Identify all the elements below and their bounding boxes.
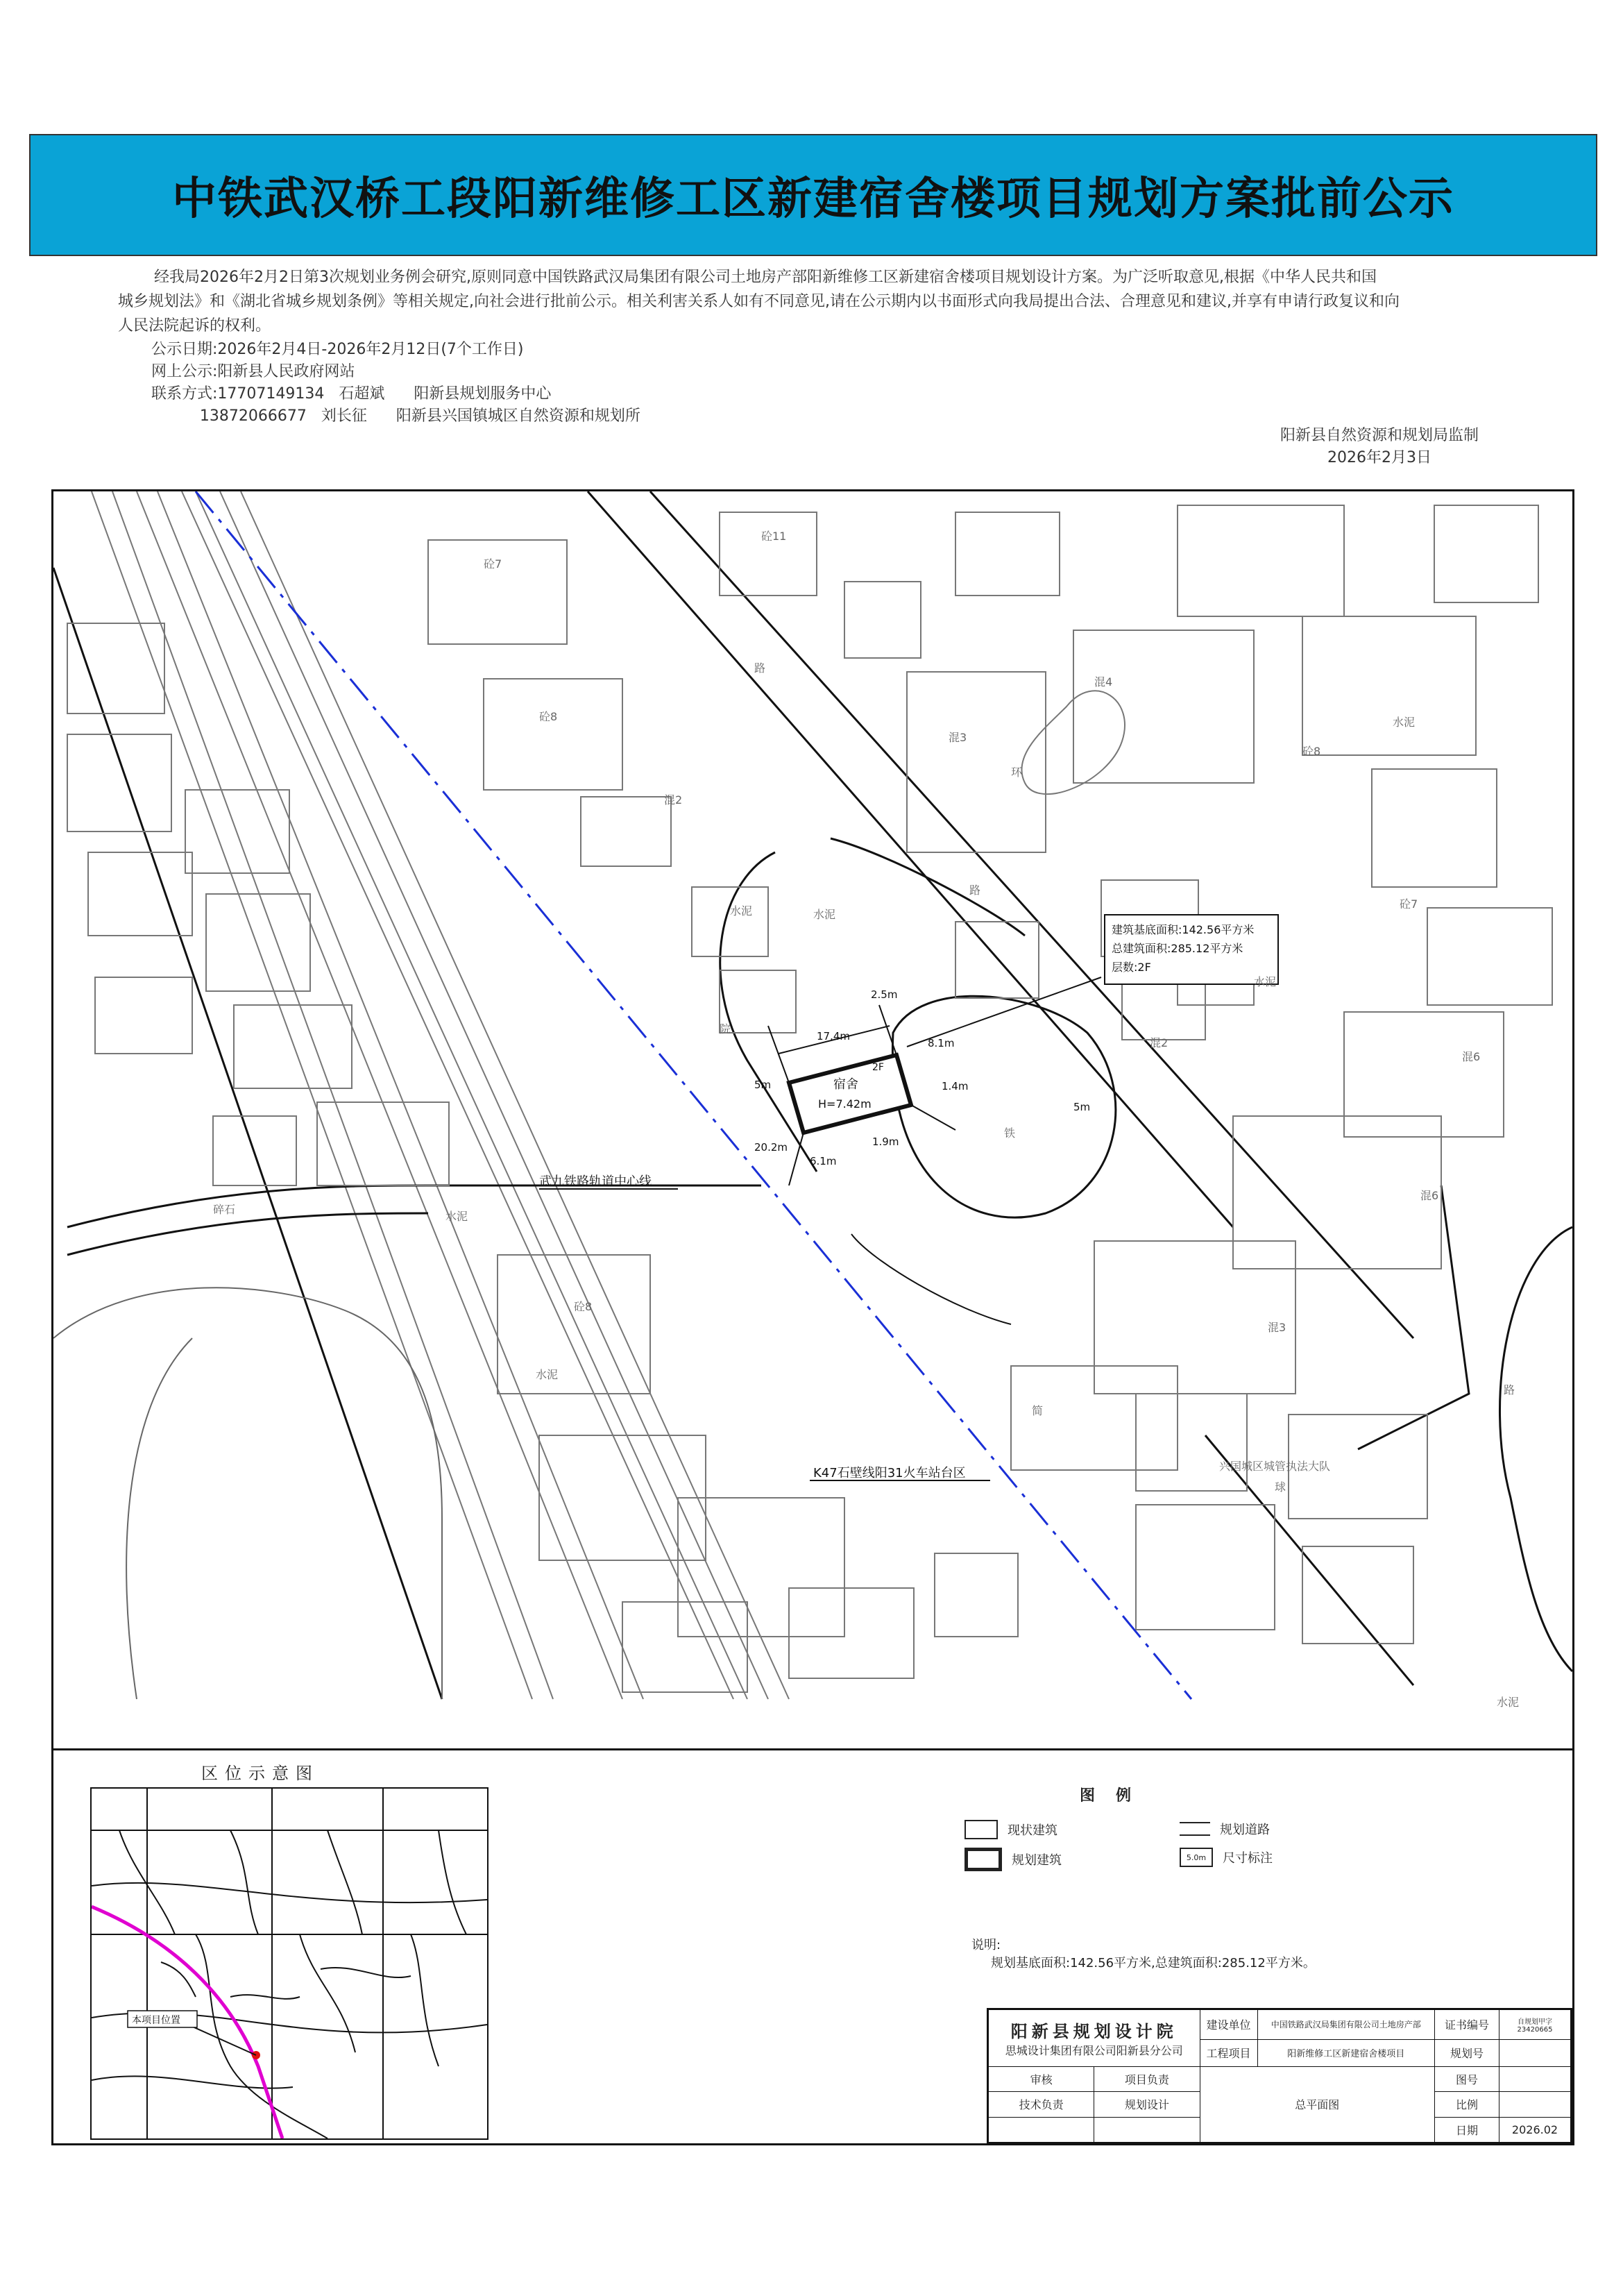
legend-existing — [965, 1820, 1057, 1839]
legend-road-label: 规划道路 — [1220, 1823, 1270, 1837]
label-lu-1: 路 — [754, 661, 766, 675]
existing-building-swatch — [965, 1820, 998, 1839]
label-jian-1: 简 — [1032, 1404, 1044, 1417]
site-plan-map — [51, 489, 1574, 1750]
cert-label: 证书编号 — [1435, 2010, 1499, 2040]
label-tie: 铁 — [1004, 1126, 1016, 1140]
label-lu-2: 路 — [969, 884, 981, 897]
planned-building — [789, 1055, 911, 1133]
empty-cell-1 — [989, 2117, 1094, 2142]
label-quan7-1: 砼7 — [484, 557, 502, 571]
label-hun6-2: 混6 — [1462, 1050, 1481, 1063]
label-huan: 环 — [1011, 766, 1023, 779]
building-label: 宿舍 — [833, 1077, 858, 1092]
location-svg — [92, 1789, 487, 2138]
dimension-swatch: 5.0m — [1180, 1848, 1213, 1867]
notes-label: 说明: — [971, 1938, 1001, 1952]
label-lu-3: 路 — [1504, 1383, 1515, 1396]
label-quan8-1: 砼8 — [1302, 745, 1321, 758]
notice-line-3: 人民法院起诉的权利。 — [118, 317, 271, 335]
label-hun3-2: 混3 — [1268, 1321, 1286, 1334]
label-hun6-1: 混6 — [1420, 1189, 1439, 1202]
scale-value — [1499, 2092, 1571, 2117]
title-banner — [29, 134, 1597, 256]
rail-label-2: K47石壁线阳31火车站台区 — [813, 1466, 966, 1480]
issuer-block — [1280, 425, 1479, 469]
label-shuini-5: 水泥 — [536, 1368, 559, 1381]
legend-dimension — [1180, 1848, 1273, 1867]
contact-1: 联系方式:17707149134 石超斌 阳新县规划服务中心 — [151, 385, 552, 403]
tech-lead-label: 技术负责 — [989, 2092, 1094, 2117]
notes — [971, 1936, 1316, 1973]
legend-existing-label: 现状建筑 — [1008, 1823, 1057, 1838]
drawing-no-value — [1499, 2066, 1571, 2091]
legend-planned-label: 规划建筑 — [1012, 1853, 1062, 1868]
title-block — [987, 2008, 1572, 2144]
label-shuini-1: 水泥 — [813, 908, 836, 921]
legend-road — [1180, 1820, 1270, 1838]
label-shuini-2: 水泥 — [730, 904, 753, 918]
label-hun4-1: 混4 — [1094, 675, 1113, 689]
date-value: 2026.02 — [1499, 2117, 1571, 2142]
site-plan-svg — [53, 491, 1572, 1744]
plan-no-label: 规划号 — [1435, 2039, 1499, 2066]
project-name: 阳新维修工区新建宿舍楼项目 — [1257, 2039, 1434, 2066]
empty-cell-2 — [1094, 2117, 1200, 2142]
legend-dimension-label: 尺寸标注 — [1223, 1851, 1273, 1866]
project-lead-label: 项目负责 — [1094, 2066, 1200, 2091]
building-height: H=7.42m — [818, 1097, 872, 1111]
page-title: 中铁武汉桥工段阳新维修工区新建宿舍楼项目规划方案批前公示 — [172, 174, 1454, 225]
construction-unit-label: 建设单位 — [1200, 2010, 1257, 2040]
location-title: 区位示意图 — [201, 1764, 319, 1783]
dim-8: 1.9m — [872, 1136, 899, 1148]
dim-5: 20.2m — [754, 1141, 788, 1154]
road-swatch — [1180, 1822, 1210, 1836]
institute-name: 阳新县规划设计院 — [1010, 2022, 1178, 2042]
construction-unit: 中国铁路武汉局集团有限公司土地房产部 — [1257, 2010, 1434, 2040]
building-floors: 2F — [872, 1062, 884, 1073]
dim-9: 5m — [1073, 1101, 1091, 1113]
dim-2: 2.5m — [871, 988, 898, 1001]
planned-building-swatch — [965, 1848, 1002, 1871]
date-label: 日期 — [1435, 2117, 1499, 2142]
institute-sub: 思城设计集团有限公司阳新县分公司 — [1005, 2044, 1183, 2058]
notice-meta — [151, 339, 640, 428]
label-quan11: 砼11 — [761, 530, 787, 543]
label-quan8-3: 砼8 — [574, 1300, 593, 1313]
drawing-name: 总平面图 — [1200, 2066, 1434, 2142]
label-shuini-3: 水泥 — [1254, 975, 1277, 988]
notice-line-1: 经我局2026年2月2日第3次规划业务例会研究,原则同意中国铁路武汉局集团有限公司土地房产部阳新维修工区新建宿舍楼项目规划设计方案。为广泛听取意见,根据《中华人民共和国 — [154, 269, 1377, 286]
plan-design-label: 规划设计 — [1094, 2092, 1200, 2117]
issuer: 阳新县自然资源和规划局监制 — [1280, 427, 1479, 444]
location-map — [90, 1787, 488, 2140]
info-base-area: 建筑基底面积:142.56平方米 — [1112, 923, 1255, 936]
publicity-date: 公示日期:2026年2月4日-2026年2月12日(7个工作日) — [151, 341, 524, 358]
label-quan8-2: 砼8 — [539, 710, 558, 723]
info-total-area: 总建筑面积:285.12平方米 — [1112, 942, 1243, 955]
contact-2: 13872066677 刘长征 阳新县兴国镇城区自然资源和规划所 — [151, 407, 640, 425]
label-shuini-7: 水泥 — [445, 1210, 468, 1223]
label-shuini-6: 水泥 — [1497, 1696, 1520, 1709]
label-hun3-1: 混3 — [949, 731, 967, 744]
label-suishi: 碎石 — [213, 1203, 236, 1216]
label-hun2-2: 混2 — [1150, 1036, 1169, 1049]
project-label: 工程项目 — [1200, 2039, 1257, 2066]
dim-3: 8.1m — [928, 1037, 955, 1049]
scale-label: 比例 — [1435, 2092, 1499, 2117]
drawing-no-label: 图号 — [1435, 2066, 1499, 2091]
label-quan7-2: 砼7 — [1400, 897, 1418, 911]
legend-title: 图例 — [1080, 1787, 1153, 1805]
label-hun2-1: 混2 — [664, 793, 683, 807]
online-publicity: 网上公示:阳新县人民政府网站 — [151, 363, 355, 380]
dim-4: 5m — [754, 1079, 772, 1091]
info-floors: 层数:2F — [1112, 961, 1151, 974]
project-location-label: 本项目位置 — [132, 2015, 180, 2026]
dim-6: 6.1m — [810, 1155, 837, 1167]
review-label: 审核 — [989, 2066, 1094, 2091]
notes-text: 规划基底面积:142.56平方米,总建筑面积:285.12平方米。 — [991, 1956, 1316, 1970]
building-info-box — [1105, 915, 1278, 984]
notice-text — [118, 265, 1527, 338]
cert-value: 自规划甲字23420665 — [1499, 2010, 1571, 2040]
label-kuang: 院 — [720, 1022, 731, 1036]
plan-no-value — [1499, 2039, 1571, 2066]
label-school: 兴国城区城管执法大队 — [1219, 1460, 1331, 1473]
label-qiu: 球 — [1275, 1480, 1286, 1494]
legend-planned — [965, 1848, 1062, 1871]
rail-label-1: 武九铁路轨道中心线 — [539, 1174, 652, 1189]
dim-1: 17.4m — [817, 1030, 851, 1043]
dim-7: 1.4m — [942, 1080, 969, 1092]
issue-date: 2026年2月3日 — [1327, 449, 1431, 466]
notice-line-2: 城乡规划法》和《湖北省城乡规划条例》等相关规定,向社会进行批前公示。相关利害关系人如有不同意见,请在公示期内以书面形式向我局提出合法、合理意见和建议,并享有申请行政复议和向 — [118, 293, 1400, 310]
label-shuini-4: 水泥 — [1393, 716, 1416, 729]
